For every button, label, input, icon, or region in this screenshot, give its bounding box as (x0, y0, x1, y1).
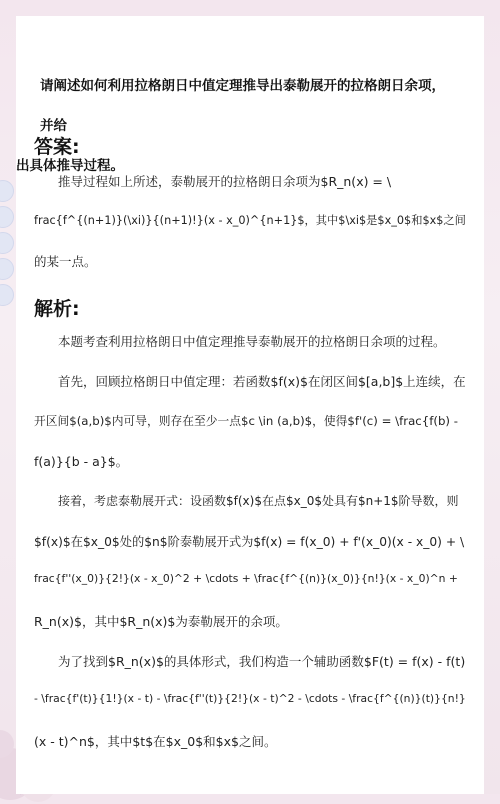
decorative-dot (0, 206, 14, 228)
analysis-line: f(a)}{b - a}$。 (34, 454, 129, 469)
analysis-heading: 解析: (34, 298, 80, 320)
analysis-line: 接着，考虑泰勒展开式：设函数$f(x)$在点$x_0$处具有$n+1$阶导数，则 (58, 494, 459, 508)
decorative-dot (0, 180, 14, 202)
document-page (16, 16, 484, 794)
decorative-dot (0, 284, 14, 306)
analysis-line: 本题考查利用拉格朗日中值定理推导泰勒展开的拉格朗日余项的过程。 (58, 334, 446, 349)
answer-line: 的某一点。 (34, 254, 97, 269)
decorative-dot (0, 258, 14, 280)
analysis-line: R_n(x)$，其中$R_n(x)$为泰勒展开的余项。 (34, 614, 288, 629)
answer-heading: 答案: (34, 136, 80, 158)
analysis-line: 开区间$(a,b)$内可导，则存在至少一点$c \in (a,b)$，使得$f'(c) = \frac{f(b) - (34, 414, 458, 428)
analysis-line: - \frac{f'(t)}{1!}(x - t) - \frac{f''(t)}{2!}(x - t)^2 - \cdots - \frac{f^{(n)}(t)}{n!} (34, 692, 466, 705)
analysis-line: $f(x)$在$x_0$处的$n$阶泰勒展开式为$f(x) = f(x_0) + f'(x_0)(x - x_0) + \ (34, 535, 465, 549)
analysis-line: (x - t)^n$，其中$t$在$x_0$和$x$之间。 (34, 734, 277, 749)
question-line: 请阐述如何利用拉格朗日中值定理推导出泰勒展开的拉格朗日余项，并给 (40, 78, 445, 134)
question-text (16, 66, 454, 186)
analysis-line: 首先，回顾拉格朗日中值定理：若函数$f(x)$在闭区间$[a,b]$上连续，在 (58, 374, 466, 389)
analysis-line: frac{f''(x_0)}{2!}(x - x_0)^2 + \cdots + \frac{f^{(n)}(x_0)}{n!}(x - x_0)^n + (34, 572, 458, 585)
decorative-dot (0, 232, 14, 254)
answer-line: frac{f^{(n+1)}(\xi)}{(n+1)!}(x - x_0)^{n+1}$，其中$\xi$是$x_0$和$x$之间 (34, 214, 466, 227)
answer-line: 推导过程如上所述，泰勒展开的拉格朗日余项为$R_n(x) = \ (58, 174, 392, 189)
analysis-line: 为了找到$R_n(x)$的具体形式，我们构造一个辅助函数$F(t) = f(x) - f(t) (58, 654, 466, 669)
question-line: 出具体推导过程。 (16, 158, 124, 174)
